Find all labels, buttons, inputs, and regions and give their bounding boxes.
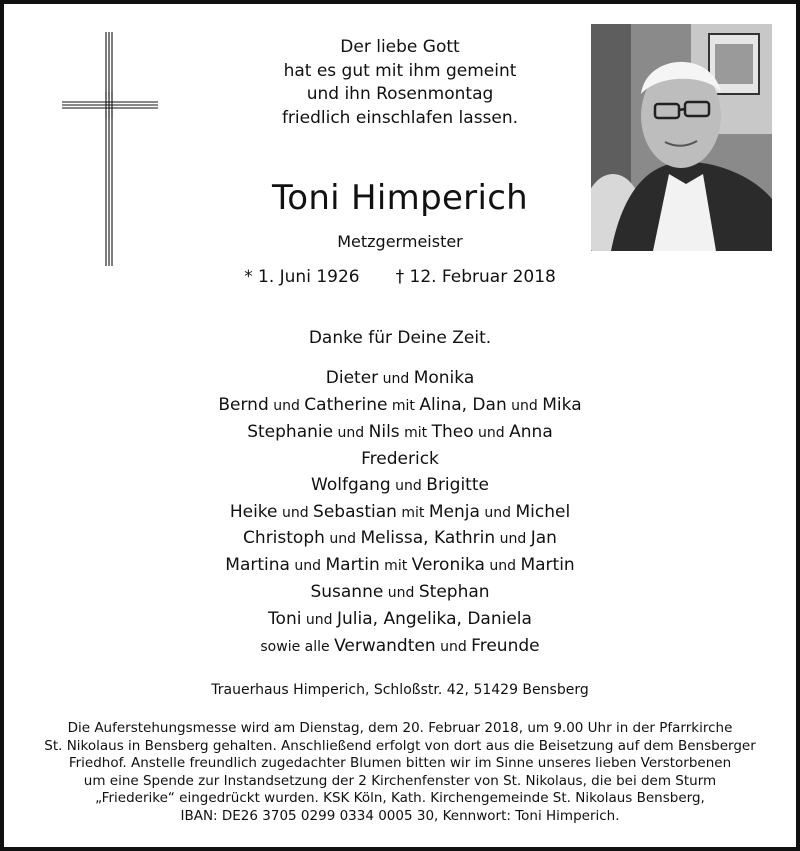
family-names: Stephan	[418, 582, 490, 603]
family-row	[0, 500, 800, 527]
family-connector: und	[473, 424, 510, 441]
family-connector: mit	[396, 504, 429, 521]
family-connector: mit	[387, 397, 420, 414]
family-row	[0, 526, 800, 553]
family-connector: und	[324, 531, 361, 548]
family-connector: und	[506, 397, 543, 414]
family-row	[0, 393, 800, 420]
deceased-name: Toni Himperich	[271, 178, 529, 218]
family-names: Martin	[325, 555, 380, 576]
family-names: Toni	[268, 609, 302, 630]
family-connector: mit	[379, 558, 412, 575]
family-list	[0, 366, 800, 661]
profession: Metzgermeister	[337, 232, 463, 251]
family-names: Martin	[520, 555, 575, 576]
family-names: Bernd	[218, 394, 269, 415]
family-connector: und	[378, 371, 414, 387]
poem-line: und ihn Rosenmontag	[306, 84, 494, 104]
family-names: Heike	[229, 501, 278, 522]
family-connector: und	[383, 585, 419, 602]
family-connector: und	[277, 504, 314, 521]
family-names: Martina	[225, 555, 290, 576]
family-row	[0, 634, 800, 661]
family-names: Michel	[515, 501, 571, 522]
family-connector: sowie alle	[260, 639, 335, 656]
family-connector: und	[495, 531, 531, 548]
thanks-line: Danke für Deine Zeit.	[308, 328, 492, 348]
family-connector: und	[435, 639, 472, 656]
family-names: Melissa, Kathrin	[360, 528, 496, 549]
family-row	[0, 553, 800, 580]
family-connector: und	[484, 558, 521, 575]
family-row	[0, 447, 800, 473]
family-row	[0, 366, 800, 393]
family-names: Brigitte	[426, 474, 489, 495]
family-connector: und	[479, 504, 516, 521]
family-names: Theo	[431, 421, 474, 442]
family-names: Nils	[368, 421, 400, 442]
family-names: Stephanie	[247, 421, 334, 442]
family-names: Dieter	[325, 368, 379, 388]
notice-line: „Friederike“ eingedrückt wurden. KSK Köln, Kath. Kirchengemeinde St. Nikolaus Bensberg,	[95, 790, 705, 806]
family-names: Frederick	[361, 448, 439, 469]
birth-date: * 1. Juni 1926	[244, 267, 360, 287]
family-connector: und	[390, 477, 427, 494]
mourning-address: Trauerhaus Himperich, Schloßstr. 42, 51429 Bensberg	[211, 682, 589, 698]
family-row	[0, 607, 800, 634]
family-names: Susanne	[310, 582, 384, 603]
notice-line: um eine Spende zur Instandsetzung der 2 Kirchenfenster von St. Nikolaus, die bei dem Sturm	[83, 772, 717, 789]
death-date: † 12. Februar 2018	[395, 267, 556, 287]
family-names: Alina, Dan	[419, 394, 507, 415]
poem-line: Der liebe Gott	[340, 37, 460, 57]
family-names: Julia, Angelika, Daniela	[337, 609, 532, 630]
family-names: Wolfgang	[311, 474, 391, 495]
notice-line: IBAN: DE26 3705 0299 0334 0005 30, Kennwort: Toni Himperich.	[180, 807, 620, 824]
family-names: Anna	[509, 421, 553, 442]
family-connector: und	[333, 424, 369, 441]
family-row	[0, 580, 800, 607]
notice-line: Friedhof. Anstelle freundlich zugedachter Blumen bitten wir im Sinne unseres lieben Verstorbenen	[68, 755, 732, 771]
poem	[10, 36, 790, 130]
family-names: Freunde	[471, 636, 540, 657]
family-connector: mit	[399, 424, 432, 441]
service-notice	[10, 720, 790, 825]
poem-line: friedlich einschlafen lassen.	[281, 107, 519, 128]
family-connector: und	[301, 612, 337, 629]
family-names: Catherine	[304, 394, 388, 415]
life-dates	[0, 267, 800, 287]
poem-line: hat es gut mit ihm gemeint	[283, 60, 517, 81]
family-names: Veronika	[411, 555, 485, 576]
family-names: Mika	[542, 394, 582, 415]
family-names: Sebastian	[313, 501, 397, 522]
family-row	[0, 420, 800, 447]
family-connector: und	[268, 397, 305, 414]
notice-line: St. Nikolaus in Bensberg gehalten. Anschließend erfolgt von dort aus die Beisetzung auf dem Bensberger	[44, 737, 756, 754]
family-names: Verwandten	[334, 636, 436, 657]
notice-line: Die Auferstehungsmesse wird am Dienstag, dem 20. Februar 2018, um 9.00 Uhr in der Pfarrkirche	[67, 720, 733, 736]
family-names: Monika	[413, 368, 475, 388]
family-names: Jan	[530, 528, 557, 549]
family-names: Menja	[428, 501, 480, 522]
family-names: Christoph	[243, 528, 325, 549]
family-connector: und	[289, 558, 326, 575]
family-row	[0, 473, 800, 500]
